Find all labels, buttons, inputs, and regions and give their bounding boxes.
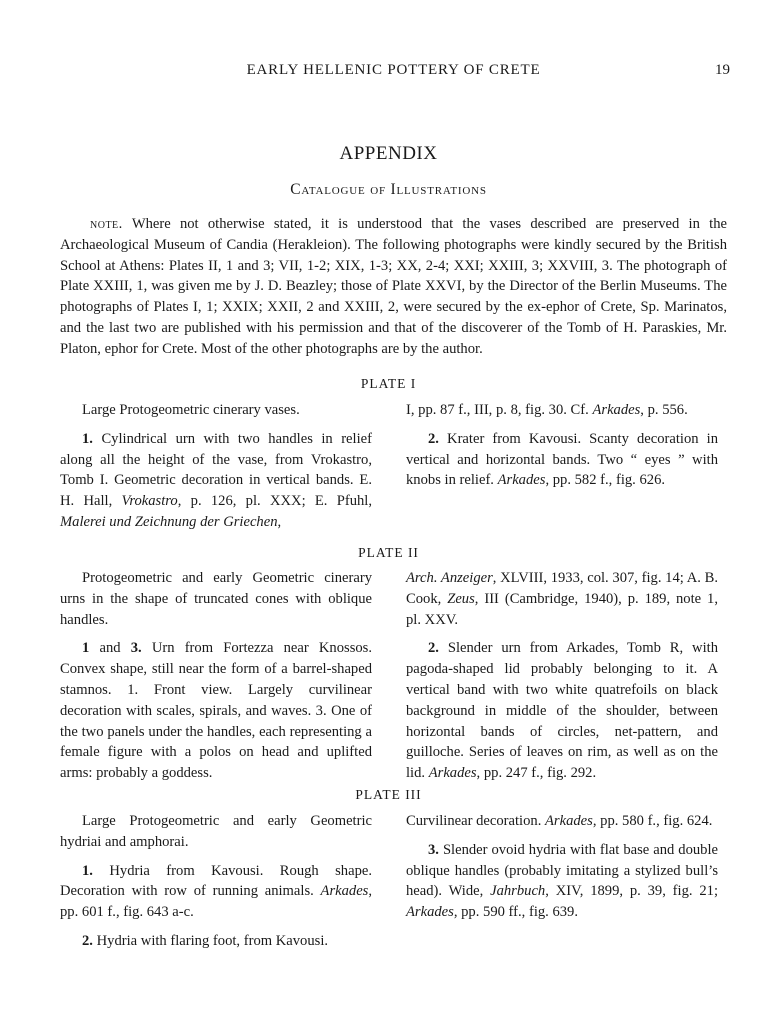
catalogue-entry: 1. Cylindrical urn with two handles in relief along all the height of the vase, from Vrokastro, Tomb I. Geometric decoration in vertical bands. E. H. Hall, Vrokastro, p. 126, pl. XXX; E. Pfuhl, Malerei und Zeichnung der Griechen, bbox=[60, 430, 372, 530]
plate-1-left-column bbox=[60, 400, 372, 541]
plate-1-right-column bbox=[406, 400, 718, 499]
plate-intro: Large Protogeometric and early Geometric hydriai and amphorai. bbox=[60, 813, 372, 850]
page-number: 19 bbox=[715, 62, 730, 78]
plate-2-left-column bbox=[60, 568, 372, 792]
appendix-title: APPENDIX bbox=[339, 143, 438, 164]
continuation: Curvilinear decoration. Arkades, pp. 580 f., fig. 624. bbox=[406, 813, 713, 829]
entry-number: 3. bbox=[428, 841, 439, 858]
plate-heading: PLATE I bbox=[360, 376, 417, 391]
plate-intro: Large Protogeometric cinerary vases. bbox=[82, 402, 300, 418]
continuation: Arch. Anzeiger, XLVIII, 1933, col. 307, fig. 14; A. B. Cook, Zeus, III (Cambridge, 1940), p. 189, note 1, pl. XXV. bbox=[406, 570, 718, 628]
plate-heading: PLATE II bbox=[358, 545, 419, 560]
catalogue-title: Catalogue of Illustrations bbox=[290, 181, 487, 198]
entry-number: 1. bbox=[82, 430, 93, 447]
plate-3-left-column bbox=[60, 811, 372, 960]
entry-number: 2. bbox=[428, 640, 439, 657]
continuation: I, pp. 87 f., III, p. 8, fig. 30. Cf. Arkades, p. 556. bbox=[406, 402, 688, 418]
running-head: EARLY HELLENIC POTTERY OF CRETE bbox=[246, 62, 541, 78]
plate-heading: PLATE III bbox=[355, 787, 422, 802]
catalogue-entry: 3. Slender ovoid hydria with flat base and double oblique handles (probably imitating a stylized bull’s head). Wide, Jahrbuch, XIV, 1899, p. 39, fig. 21; Arkades, pp. 590 ff., fig. 639. bbox=[406, 841, 719, 921]
catalogue-entry: 2. Krater from Kavousi. Scanty decoration in vertical and horizontal bands. Two “ eyes ” with knobs in relief. Arkades, pp. 582 f., fig. 626. bbox=[406, 430, 718, 489]
catalogue-entry: 2. Hydria with flaring foot, from Kavousi. bbox=[82, 932, 329, 949]
catalogue-entry: 2. Slender urn from Arkades, Tomb R, with pagoda-shaped lid probably belonging to it. A vertical band with two white quatrefoils on black background in middle of the shoulder, between horizontal bands of circles, net-pattern, and guilloche. Series of leaves on rim, as well as on the lid. Arkades, pp. 247 f., fig. 292. bbox=[406, 640, 718, 782]
note-lead: note. bbox=[90, 216, 123, 232]
entry-number: 3. bbox=[130, 640, 142, 657]
catalogue-entry: 1 and 3. Urn from Fortezza near Knossos. Convex shape, still near the form of a barrel-shaped stamnos. 1. Front view. Largely curvilinear decoration with scales, spirals, and waves. 3. One of the two panels under the handles, each representing a female figure with a polos on head and uplifted arms: probably a goddess. bbox=[60, 640, 373, 782]
entry-number: 1 bbox=[82, 640, 90, 657]
entry-number: 2. bbox=[428, 430, 439, 447]
plate-2-right-column bbox=[406, 568, 718, 792]
catalogue-entry: 1. Hydria from Kavousi. Rough shape. Decoration with row of running animals. Arkades, pp. 601 f., fig. 643 a-c. bbox=[60, 862, 373, 921]
entry-number: 2. bbox=[82, 932, 93, 949]
note-text: Where not otherwise stated, it is understood that the vases described are preserved in the Archaeological Museum of Candia (Herakleion). The following photographs were kindly secured by the British School at Athens: Plates II, 1 and 3; VII, 1-2; XIX, 1-3; XX, 2-4; XXI; XXIII, 3; XXVIII, 3. The photograph of Plate XXIII, 1, was given me by J. D. Beazley; those of Plate XXVI, by the Director of the Berlin Museums. The photographs of Plates I, 1; XXIX; XXII, 2 and XXIII, 2, were secured by the ex-ephor of Crete, Sp. Marinatos, and the last two are published with his permission and that of the discoverer of the Tomb of H. Paraskies, Mr. Platon, ephor for Crete. Most of the other photographs are by the author. bbox=[60, 216, 727, 357]
plate-intro: Protogeometric and early Geometric cinerary urns in the shape of truncated cones with oblique handles. bbox=[60, 570, 372, 628]
note-paragraph bbox=[60, 214, 727, 360]
plate-3-right-column bbox=[406, 811, 718, 931]
entry-number: 1. bbox=[82, 862, 93, 879]
